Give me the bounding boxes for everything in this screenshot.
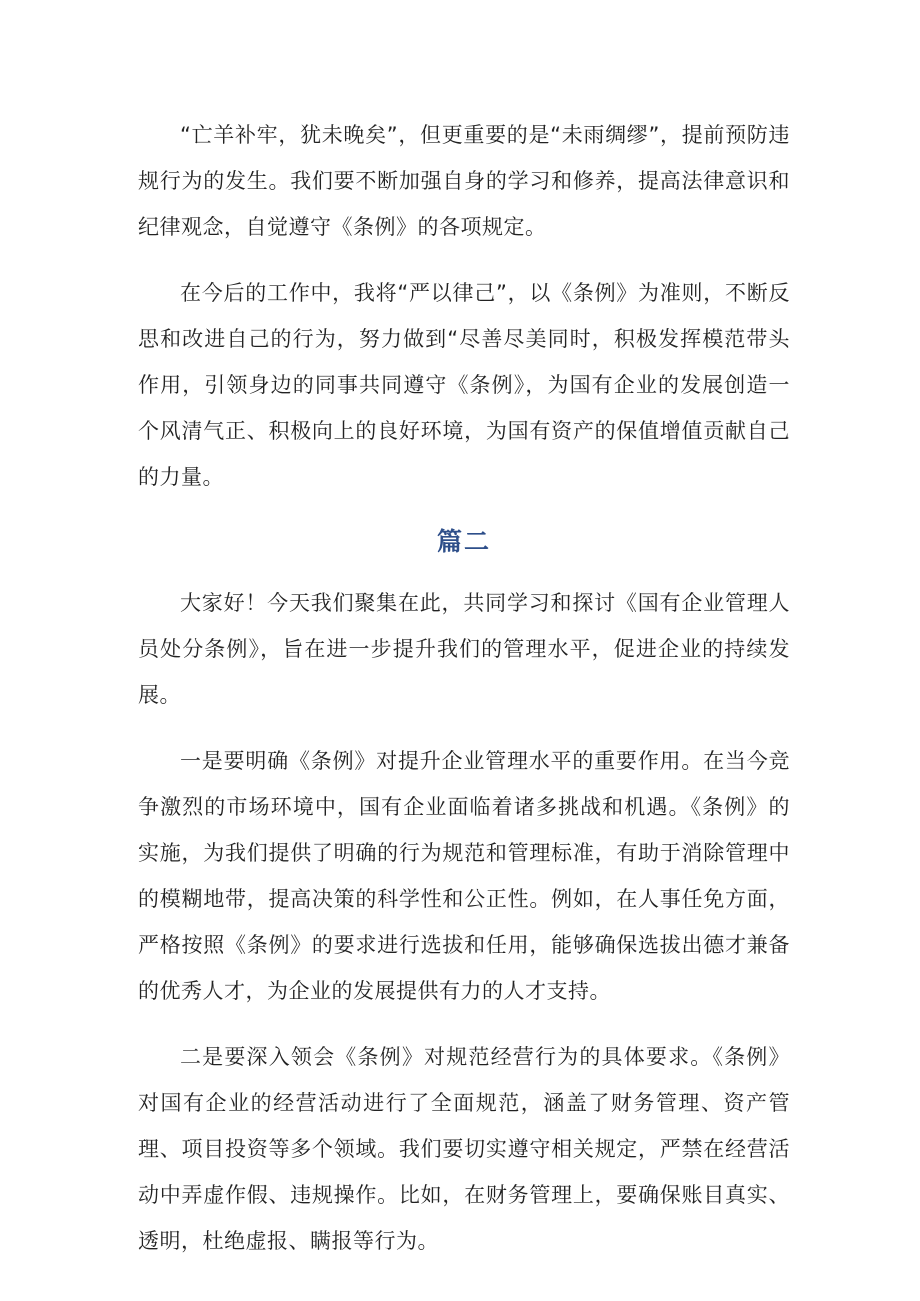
- paragraph-greeting: 大家好！今天我们聚集在此，共同学习和探讨《国有企业管理人员处分条例》，旨在进一步提升我们的管理水平，促进企业的持续发展。: [138, 591, 790, 707]
- document-body: [138, 112, 790, 1284]
- paragraph-point-two: 二是要深入领会《条例》对规范经营行为的具体要求。《条例》对国有企业的经营活动进行了全面规范，涵盖了财务管理、资产管理、项目投资等多个领域。我们要切实遵守相关规定，严禁在经营活动中弄虚作假、违规操作。比如，在财务管理上，要确保账目真实、透明，杜绝虚报、瞒报等行为。: [138, 1045, 790, 1253]
- paragraph-point-one: 一是要明确《条例》对提升企业管理水平的重要作用。在当今竞争激烈的市场环境中，国有企业面临着诸多挑战和机遇。《条例》的实施，为我们提供了明确的行为规范和管理标准，有助于消除管理中的模糊地带，提高决策的科学性和公正性。例如，在人事任免方面，严格按照《条例》的要求进行选拔和任用，能够确保选拔出德才兼备的优秀人才，为企业的发展提供有力的人才支持。: [138, 749, 790, 1003]
- section-heading: 篇二: [436, 527, 491, 556]
- paragraph-prevention: “亡羊补牢，犹未晚矣”，但更重要的是“未雨绸缪”，提前预防违规行为的发生。我们要不断加强自身的学习和修养，提高法律意识和纪律观念，自觉遵守《条例》的各项规定。: [138, 123, 790, 239]
- paragraph-future-work: 在今后的工作中，我将“严以律己”，以《条例》为准则，不断反思和改进自己的行为，努力做到“尽善尽美同时，积极发挥模范带头作用，引领身边的同事共同遵守《条例》，为国有企业的发展创造一个风清气正、积极向上的良好环境，为国有资产的保值增值贡献自己的力量。: [138, 281, 790, 489]
